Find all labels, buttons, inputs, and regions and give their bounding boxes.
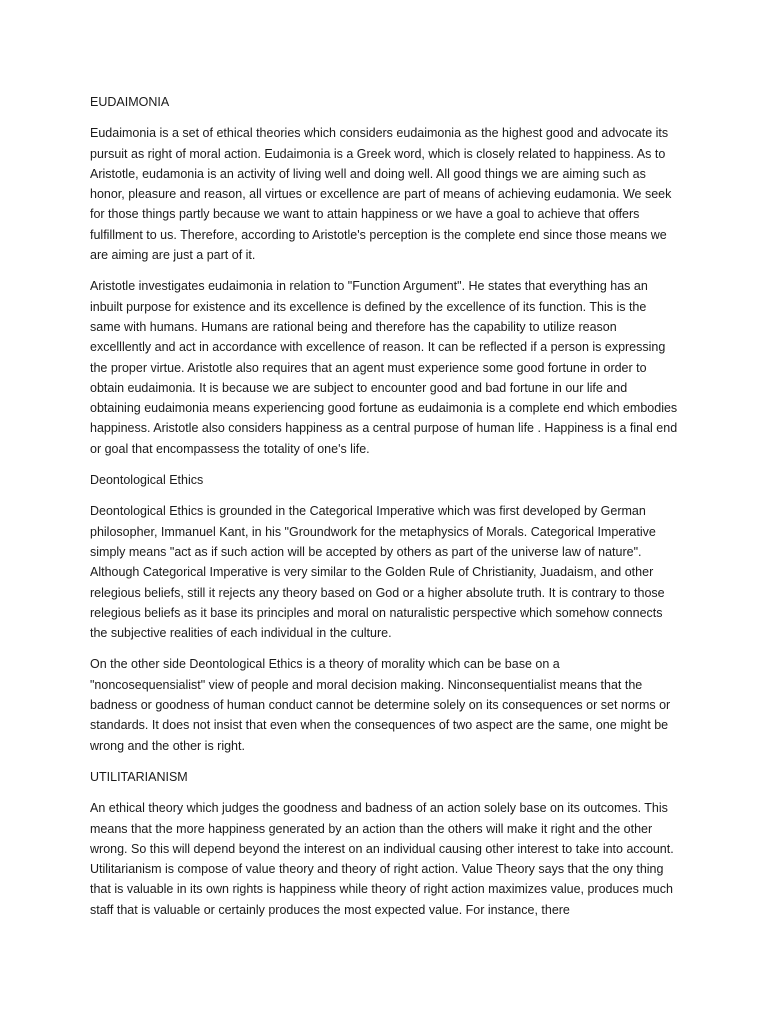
- section-heading-eudaimonia: EUDAIMONIA: [90, 95, 170, 109]
- paragraph: Aristotle investigates eudaimonia in relation to "Function Argument". He states that everything has an inbuilt purpose for existence and its excellence is defined by the excellence of its function. This is the same with humans. Humans are rational being and therefore has the capability to utilize reason excelllently and act in accordance with excellence of reason. It can be reflected if a person is expressing the proper virtue. Aristotle also requires that an agent must experience some good fortune in order to obtain eudaimonia. It is because we are subject to encounter good and bad fortune in our life and obtaining eudaimonia means experiencing good fortune as eudaimonia is a complete end which embodies happiness. Aristotle also considers happiness as a central purpose of human life . Happiness is a final end or goal that encompassess the totality of one's life.: [90, 279, 678, 456]
- paragraph: Eudaimonia is a set of ethical theories which considers eudaimonia as the highest good and advocate its pursuit as right of moral action. Eudaimonia is a Greek word, which is closely related to happiness. As to Aristotle, eudamonia is an activity of living well and doing well. All good things we are aiming such as honor, pleasure and reason, all virtues or excellence are part of means of achieving eudamonia. We seek for those things partly because we want to attain happiness or we have a goal to achieve that offers fulfillment to us. Therefore, according to Aristotle's perception is the complete end since those means we are aiming are just a part of it.: [90, 126, 672, 263]
- document-page: [90, 92, 678, 931]
- paragraph: On the other side Deontological Ethics is a theory of morality which can be base on a "noncosequensialist" view of people and moral decision making. Ninconsequentialist means that the badness or goodness of human conduct cannot be determine solely on its consequences or set norms or standards. It does not insist that even when the consequences of two aspect are the same, one might be wrong and the other is right.: [90, 657, 671, 753]
- section-heading-deontological-ethics: Deontological Ethics: [90, 473, 204, 488]
- paragraph: An ethical theory which judges the goodness and badness of an action solely base on its outcomes. This means that the more happiness generated by an action than the others will make it right and the other wrong. So this will depend beyond the interest on an individual causing other interest to take into account. Utilitarianism is compose of value theory and theory of right action. Value Theory says that the ony thing that is valuable in its own rights is happiness while theory of right action maximizes value, produces much staff that is valuable or certainly produces the most expected value. For instance, there: [90, 801, 674, 917]
- paragraph: Deontological Ethics is grounded in the Categorical Imperative which was first developed by German philosopher, Immanuel Kant, in his "Groundwork for the metaphysics of Morals. Categorical Imperative simply means "act as if such action will be accepted by others as part of the universe law of nature". Although Categorical Imperative is very similar to the Golden Rule of Christianity, Juadaism, and other relegious beliefs, still it rejects any theory based on God or a higher absolute truth. It is contrary to those relegious beliefs as it base its principles and moral on naturalistic perspective which somehow connects the subjective realities of each individual in the culture.: [90, 504, 665, 641]
- section-heading-utilitarianism: UTILITARIANISM: [90, 769, 188, 784]
